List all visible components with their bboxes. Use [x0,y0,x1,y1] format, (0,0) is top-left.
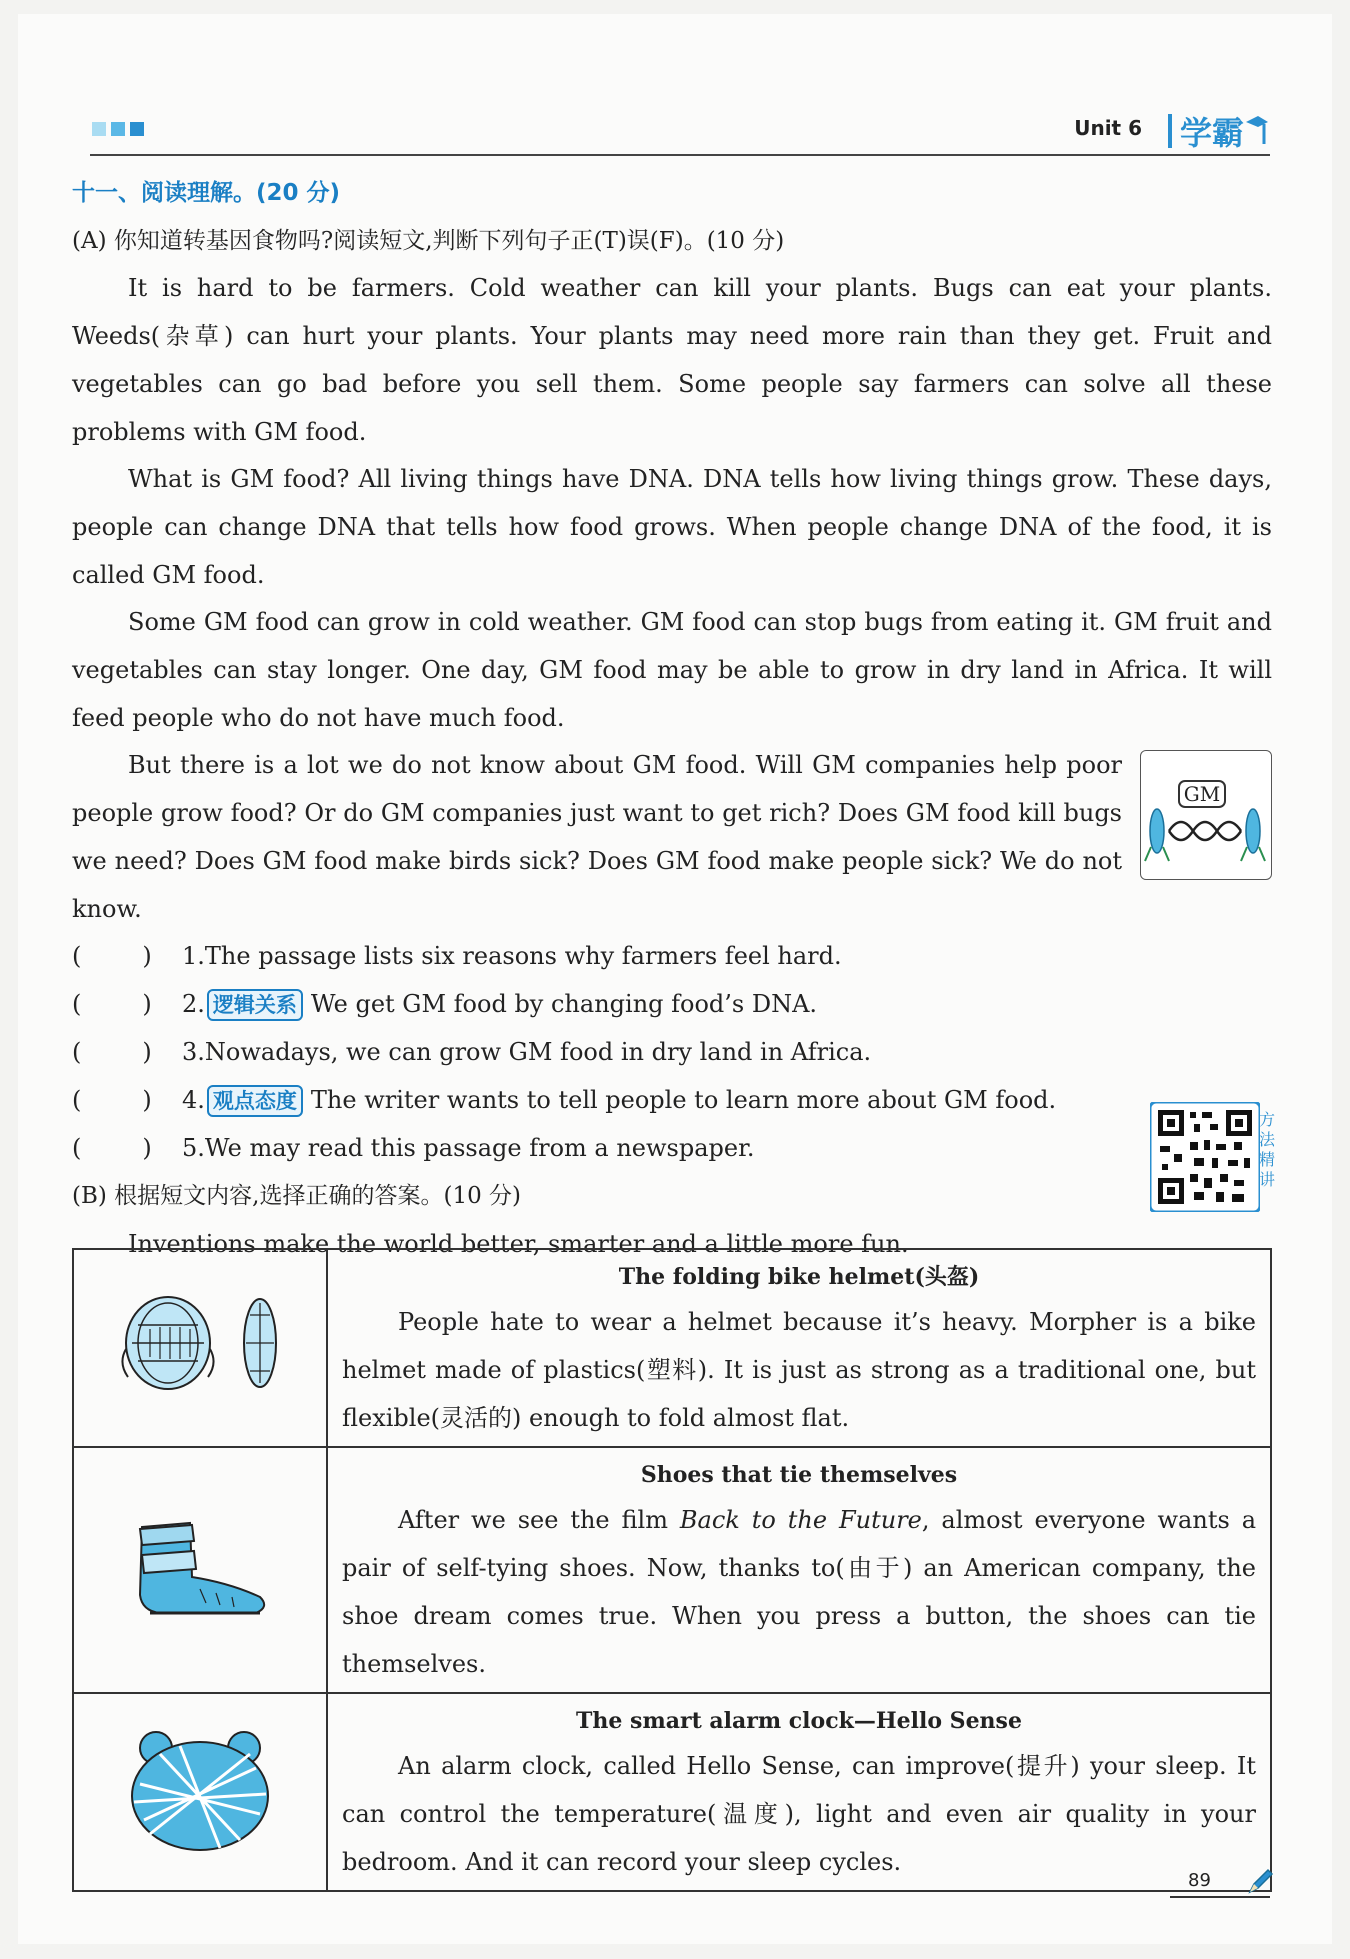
header-squares [92,122,144,136]
question-number: 4. [182,1086,205,1115]
passage-paragraph: It is hard to be farmers. Cold weather can kill your plants. Bugs can eat your plants. Weeds(杂草) can hurt your plants. Your plants may need more rain than they get. Fruit and vegetables can go bad before you sell them. Some people say farmers can solve all these problems with GM food. [72,274,1272,446]
invention-text-part: , almost everyone wants a pair of self-tying shoes. Now, thanks to(由于) an American company, the shoe dream comes true. When you press a button, the shoes can tie themselves. [342,1506,1256,1678]
clock-description-cell [327,1693,1271,1891]
passage-paragraph: Some GM food can grow in cold weather. GM food can stop bugs from eating it. GM fruit and vegetables can stay longer. One day, GM food may be able to grow in dry land in Africa. It will feed people who do not have much food. [72,608,1272,732]
answer-blank[interactable]: ( ) [72,1086,152,1115]
question-list [72,933,1272,1173]
answer-blank[interactable]: ( ) [72,1134,152,1163]
gm-dna-figure [1140,750,1272,880]
folding-helmet-icon [110,1285,290,1405]
gm-label: GM [1183,782,1221,807]
question-tag: 逻辑关系 [207,989,303,1021]
invention-text-part: After we see the film [398,1506,680,1534]
question-text: Nowadays, we can grow GM food in dry land in Africa. [204,1038,872,1067]
page-number: 89 [1188,1870,1211,1891]
question-item [72,1077,1272,1125]
qr-code[interactable] [1150,1102,1260,1212]
pencil-icon [1246,1866,1276,1896]
footer-divider [1170,1896,1270,1898]
unit-label: Unit 6 [1074,116,1142,140]
question-text: The passage lists six reasons why farmers feel hard. [204,942,842,971]
invention-text: People hate to wear a helmet because it’s heavy. Morpher is a bike helmet made of plastics(塑料). It is just as strong as a traditional one, but flexible(灵活的) enough to fold almost flat. [342,1308,1256,1432]
section-title: 十一、阅读理解。(20 分) [72,180,341,206]
question-number: 5. [182,1134,205,1163]
answer-blank[interactable]: ( ) [72,1038,152,1067]
self-tying-shoe-icon [120,1507,280,1627]
helmet-image-cell [73,1249,327,1447]
method-explanation-label: 方法精讲 [1258,1110,1275,1189]
question-text: We may read this passage from a newspaper. [204,1134,755,1163]
invention-title: The smart alarm clock—Hello Sense [576,1708,1022,1734]
question-item [72,1029,1272,1077]
film-title: Back to the Future [679,1506,922,1534]
part-b-title: (B) 根据短文内容,选择正确的答案。(10 分) [72,1183,521,1210]
header-square [111,122,125,136]
inventions-table [72,1248,1272,1892]
answer-blank[interactable]: ( ) [72,990,152,1019]
question-item [72,981,1272,1029]
question-tag: 观点态度 [207,1085,303,1117]
question-text: The writer wants to tell people to learn more about GM food. [310,1086,1057,1115]
brand-text: 学霸 [1179,114,1244,152]
passage-paragraph-with-figure [72,742,1272,933]
invention-title: The folding bike helmet(头盔) [618,1264,980,1290]
part-b-intro: Inventions make the world better, smarter and a little more fun. [128,1229,909,1258]
brand-bar [1168,114,1172,148]
invention-title: Shoes that tie themselves [640,1462,958,1488]
page-header [90,108,1270,156]
question-number: 2. [182,990,205,1019]
shoe-image-cell [73,1447,327,1693]
clock-image-cell [73,1693,327,1891]
invention-text: An alarm clock, called Hello Sense, can improve(提升) your sleep. It can control the temperature(温度), light and even air quality in your bedroom. And it can record your sleep cycles. [342,1752,1256,1876]
mortarboard-icon [1244,114,1270,148]
brand-logo [1168,108,1270,154]
passage-paragraph: What is GM food? All living things have DNA. DNA tells how living things grow. These days, people can change DNA that tells how food grows. When people change DNA of the food, it is called GM food. [72,465,1272,589]
table-row [73,1249,1271,1447]
question-item [72,1125,1272,1173]
header-square [92,122,106,136]
shoes-description-cell [327,1447,1271,1693]
part-a-title: (A) 你知道转基因食物吗?阅读短文,判断下列句子正(T)误(F)。(10 分) [72,227,785,254]
table-row [73,1447,1271,1693]
invention-text [342,1496,1256,1688]
question-item [72,933,1272,981]
answer-blank[interactable]: ( ) [72,942,152,971]
header-square [130,122,144,136]
reading-section [72,170,1272,1269]
table-row [73,1693,1271,1891]
question-number: 1. [182,942,205,971]
helmet-description-cell [327,1249,1271,1447]
question-number: 3. [182,1038,205,1067]
passage-paragraph: But there is a lot we do not know about GM food. Will GM companies help poor people grow food? Or do GM companies just want to get rich? Does GM food kill bugs we need? Does GM food make birds sick? Does GM food make people sick? We do not know. [72,751,1122,923]
question-text: We get GM food by changing food’s DNA. [310,990,818,1019]
smart-alarm-clock-icon [120,1724,280,1854]
